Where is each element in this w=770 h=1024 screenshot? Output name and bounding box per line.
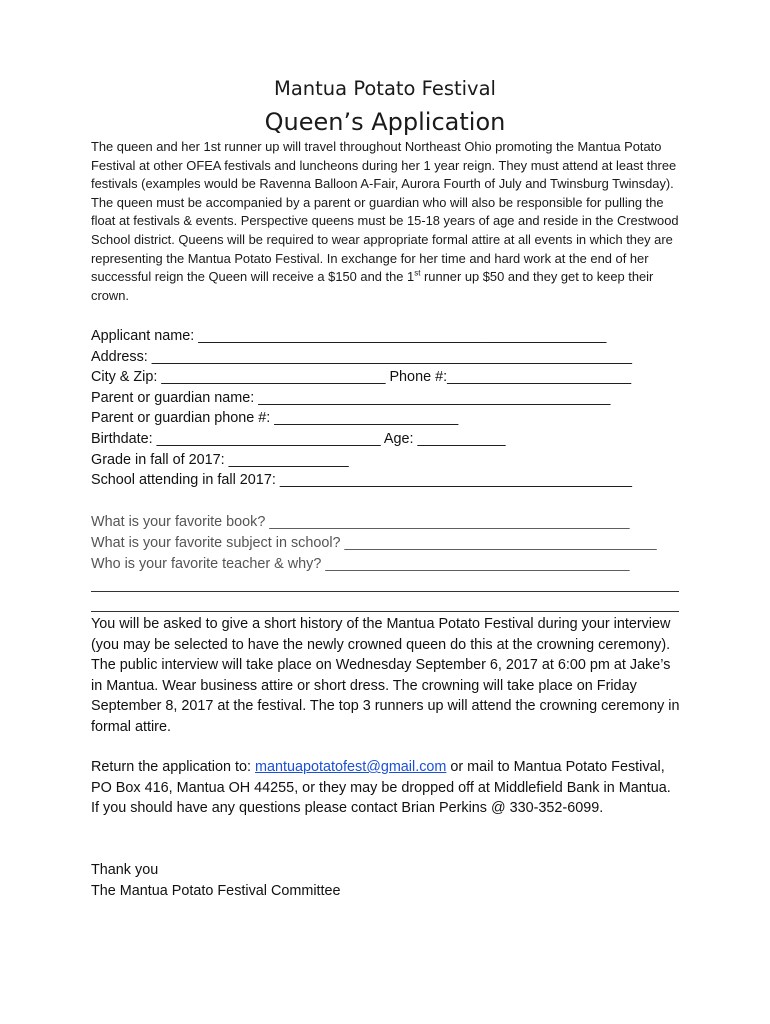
favorite-teacher-field[interactable]: Who is your favorite teacher & why? ______________________________________ xyxy=(91,556,630,572)
parent-phone-field[interactable]: Parent or guardian phone #: _______________________ xyxy=(91,410,459,427)
history-paragraph: You will be asked to give a short history of the Mantua Potato Festival during your interview (you may be selected to have the newly crowned queen do this at the crowning ceremony). The public interview will take place on Wednesday September 6, 2017 at 6:00 pm at Jake’s in Mantua. Wear business attire or short dress. The crowning will take place on Friday September 8, 2017 at the festival. The top 3 runners up will attend the crowning ceremony in formal attire. xyxy=(91,616,680,735)
email-link[interactable]: mantuapotatofest@gmail.com xyxy=(255,759,447,775)
closing-block xyxy=(91,860,681,901)
return-prefix: Return the application to: xyxy=(91,759,255,775)
return-suffix: or mail to Mantua Potato Festival, PO Box 416, Mantua OH 44255, or they may be dropped off at Middlefield Bank in Mantua. If you should have any questions please contact Brian Perkins @ 330-352-6099. xyxy=(91,759,671,817)
intro-text: The queen and her 1st runner up will travel throughout Northeast Ohio promoting the Mantua Potato Festival at other OFEA festivals and luncheons during her 1 year reign. They must attend at least three festivals (examples would be Ravenna Balloon A-Fair, Aurora Fourth of July and Twinsburg Twinsday). The queen must be accompanied by a parent or guardian who will also be responsible for pulling the float at festivals & events. Perspective queens must be 15-18 years of age and reside in the Crestwood School district. Queens will be required to wear appropriate formal attire at all events in which they are representing the Mantua Potato Festival. In exchange for her time and hard work at the end of her successful reign the Queen will receive a $150 and the 1 xyxy=(91,139,679,285)
festival-title: Mantua Potato Festival xyxy=(274,77,496,100)
application-title: Queen’s Application xyxy=(264,108,506,136)
birthdate-age-field[interactable]: Birthdate: ____________________________ Age: ___________ xyxy=(91,430,506,447)
questions-section xyxy=(91,512,691,575)
applicant-name-field[interactable]: Applicant name: ___________________________________________________ xyxy=(91,328,607,344)
thank-you-text: Thank you xyxy=(91,862,159,878)
applicant-form xyxy=(91,326,691,491)
return-paragraph xyxy=(91,757,681,819)
committee-signature: The Mantua Potato Festival Committee xyxy=(91,882,341,899)
favorite-book-field[interactable]: What is your favorite book? _____________________________________________ xyxy=(91,514,630,530)
intro-superscript: st xyxy=(414,268,421,278)
grade-field[interactable]: Grade in fall of 2017: _______________ xyxy=(91,451,349,468)
parent-name-field[interactable]: Parent or guardian name: ____________________________________________ xyxy=(91,389,611,406)
answer-line-1[interactable] xyxy=(91,591,679,592)
city-zip-phone-field[interactable]: City & Zip: ____________________________ Phone #:_______________________ xyxy=(91,369,632,386)
answer-line-2[interactable] xyxy=(91,611,679,612)
school-field[interactable]: School attending in fall 2017: ____________________________________________ xyxy=(91,472,632,489)
favorite-subject-field[interactable]: What is your favorite subject in school? _______________________________________ xyxy=(91,535,657,551)
intro-text-end: runner up $50 and they get to keep their crown. xyxy=(91,269,654,303)
intro-paragraph xyxy=(91,138,691,305)
address-field[interactable]: Address: ____________________________________________________________ xyxy=(91,348,632,365)
